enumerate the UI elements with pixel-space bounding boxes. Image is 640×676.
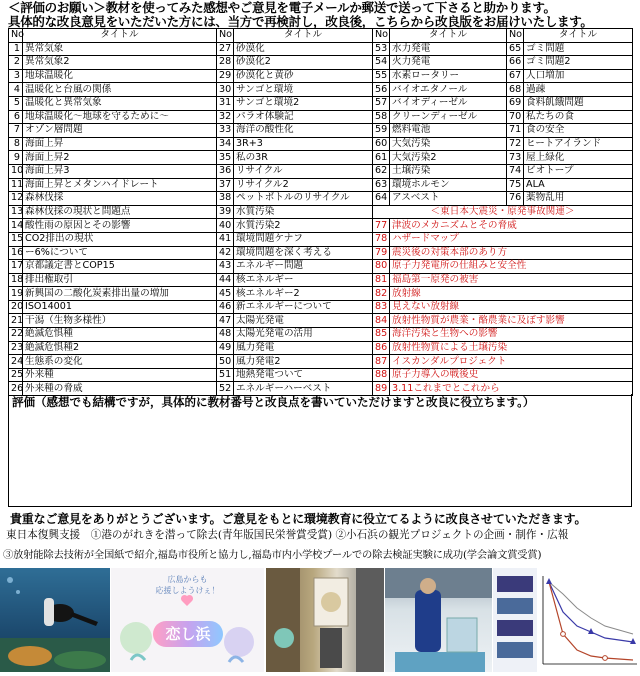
item-title[interactable]: 新興国の二酸化炭素排出量の増加: [23, 287, 217, 301]
table-row: [9, 219, 633, 233]
item-title[interactable]: 津波のメカニズムとその脅威: [390, 219, 633, 233]
activities-line-1: 東日本復興支援 ①港のがれきを潜って除去(青年版国民栄誉賞受賞) ②小石浜の観光プロジェクトの企画・制作・広報: [6, 529, 569, 541]
table-row: [9, 83, 633, 97]
item-number: 81: [373, 273, 390, 287]
item-number: 58: [373, 110, 390, 124]
item-title[interactable]: 地熱発電ついて: [234, 368, 373, 382]
item-title[interactable]: 海面上昇2: [23, 151, 217, 165]
item-number: 66: [507, 56, 524, 70]
item-title[interactable]: エネルギー問題: [234, 260, 373, 274]
item-title[interactable]: 生態系の変化: [23, 355, 217, 369]
item-title[interactable]: 地球温暖化〜地球を守るために〜: [23, 110, 217, 124]
item-number: 61: [373, 151, 390, 165]
table-row: [9, 232, 633, 246]
table-row: [9, 287, 633, 301]
display-photo: [266, 568, 384, 672]
item-number: 12: [9, 192, 23, 206]
item-title[interactable]: 温暖化と台風の関係: [23, 83, 217, 97]
item-title[interactable]: 震災後の対策本部のあり方: [390, 246, 633, 260]
item-number: 79: [373, 246, 390, 260]
item-title[interactable]: 外来種の脅威: [23, 382, 217, 396]
header-no: No: [9, 29, 23, 43]
table-row: [9, 96, 633, 110]
results-chart-photo: [493, 568, 640, 672]
poster-caption-1: 広島からも: [167, 575, 208, 584]
item-title[interactable]: 京都議定書とCOP15: [23, 260, 217, 274]
item-number: 32: [217, 110, 234, 124]
item-title[interactable]: クリーンディーゼル: [390, 110, 507, 124]
item-title[interactable]: 大気汚染2: [390, 151, 507, 165]
item-number: 41: [217, 232, 234, 246]
item-number: 78: [373, 232, 390, 246]
item-title[interactable]: 砂漠化と黄砂: [234, 69, 373, 83]
item-number: 21: [9, 314, 23, 328]
table-row: [9, 341, 633, 355]
table-row: [9, 137, 633, 151]
item-number: 56: [373, 83, 390, 97]
item-title[interactable]: 海面上昇3: [23, 164, 217, 178]
item-title[interactable]: 食料飢餓問題: [524, 96, 633, 110]
item-number: 11: [9, 178, 23, 192]
item-number: 43: [217, 260, 234, 274]
item-number: 19: [9, 287, 23, 301]
table-row: [9, 178, 633, 192]
item-number: 70: [507, 110, 524, 124]
item-number: 68: [507, 83, 524, 97]
item-number: 23: [9, 341, 23, 355]
item-number: 71: [507, 124, 524, 138]
item-number: 83: [373, 300, 390, 314]
item-title[interactable]: 核エネルギー: [234, 273, 373, 287]
item-number: 64: [373, 192, 390, 206]
table-row: [9, 110, 633, 124]
item-title[interactable]: 砂漠化: [234, 42, 373, 56]
item-title[interactable]: 環境問題を深く考える: [234, 246, 373, 260]
item-title[interactable]: 絶滅危惧種: [23, 328, 217, 342]
item-title[interactable]: 風力発電2: [234, 355, 373, 369]
item-title[interactable]: ISO14001: [23, 300, 217, 314]
item-number: 86: [373, 341, 390, 355]
item-number: 35: [217, 151, 234, 165]
item-number: 89: [373, 382, 390, 396]
item-number: 44: [217, 273, 234, 287]
item-number: 30: [217, 83, 234, 97]
item-title[interactable]: 放射性物質が農業・酪農業に及ぼす影響: [390, 314, 633, 328]
table-row: [9, 368, 633, 382]
item-title[interactable]: 人口増加: [524, 69, 633, 83]
item-number: 20: [9, 300, 23, 314]
diver-illustration: [0, 568, 110, 672]
request-line-1: ＜評価のお願い＞教材を使ってみた感想やご意見を電子メールか郵送で送って下さると助かります。: [8, 0, 556, 15]
item-number: 16: [9, 246, 23, 260]
item-number: 3: [9, 69, 23, 83]
item-title[interactable]: ゴミ問題2: [524, 56, 633, 70]
table-row: [9, 69, 633, 83]
evaluation-prompt: 評価（感想でも結構ですが，具体的に教材番号と改良点を書いていただけますと改良に役立ちます。）: [12, 395, 535, 409]
item-title[interactable]: サンゴと環境: [234, 83, 373, 97]
item-title[interactable]: 水質汚染: [234, 205, 373, 219]
table-row: [9, 300, 633, 314]
item-title[interactable]: 干潟（生物多様性）: [23, 314, 217, 328]
item-title[interactable]: ペットボトルのリサイクル: [234, 192, 373, 206]
item-title[interactable]: バイオディーゼル: [390, 96, 507, 110]
item-title[interactable]: 水質汚染2: [234, 219, 373, 233]
item-number: 10: [9, 164, 23, 178]
item-number: 88: [373, 368, 390, 382]
header-no: No: [507, 29, 524, 43]
item-title[interactable]: 海洋汚染と生物への影響: [390, 328, 633, 342]
item-title[interactable]: 環境ホルモン: [390, 178, 507, 192]
poster-caption: [111, 574, 264, 596]
item-number: 9: [9, 151, 23, 165]
table-row: [9, 246, 633, 260]
item-number: 84: [373, 314, 390, 328]
item-title[interactable]: ビオトープ: [524, 164, 633, 178]
item-title[interactable]: 火力発電: [390, 56, 507, 70]
item-title[interactable]: 大気汚染: [390, 137, 507, 151]
item-number: 38: [217, 192, 234, 206]
item-number: 54: [373, 56, 390, 70]
item-number: 37: [217, 178, 234, 192]
item-title[interactable]: ALA: [524, 178, 633, 192]
header-title: タイトル: [390, 29, 507, 43]
item-number: 2: [9, 56, 23, 70]
item-number: 39: [217, 205, 234, 219]
table-row: [9, 355, 633, 369]
item-title[interactable]: 海面上昇とメタンハイドレート: [23, 178, 217, 192]
item-title[interactable]: 環境問題ケナフ: [234, 232, 373, 246]
item-number: 76: [507, 192, 524, 206]
item-number: 22: [9, 328, 23, 342]
item-number: 72: [507, 137, 524, 151]
item-number: 59: [373, 124, 390, 138]
item-number: 80: [373, 260, 390, 274]
item-title[interactable]: 地球温暖化: [23, 69, 217, 83]
item-number: 77: [373, 219, 390, 233]
poster-title: 恋し浜: [153, 621, 223, 647]
results-chart: [493, 568, 640, 672]
item-number: 67: [507, 69, 524, 83]
item-title[interactable]: 森林伐採の現状と問題点: [23, 205, 217, 219]
item-number: 75: [507, 178, 524, 192]
item-number: 29: [217, 69, 234, 83]
item-number: 46: [217, 300, 234, 314]
item-title[interactable]: 海面上昇: [23, 137, 217, 151]
table-row: [9, 192, 633, 206]
table-row: [9, 273, 633, 287]
table-row: [9, 328, 633, 342]
item-title[interactable]: バイオエタノール: [390, 83, 507, 97]
item-title[interactable]: 森林伐採: [23, 192, 217, 206]
item-title[interactable]: 水素ロータリー: [390, 69, 507, 83]
item-number: 4: [9, 83, 23, 97]
item-title[interactable]: 新エネルギーについて: [234, 300, 373, 314]
item-number: 87: [373, 355, 390, 369]
item-title[interactable]: 見えない放射線: [390, 300, 633, 314]
item-number: 62: [373, 164, 390, 178]
item-number: 57: [373, 96, 390, 110]
item-number: 8: [9, 137, 23, 151]
table-row: [9, 56, 633, 70]
item-number: 14: [9, 219, 23, 233]
item-title[interactable]: 太陽光発電: [234, 314, 373, 328]
materials-table: [8, 28, 633, 396]
item-title[interactable]: エネルギーハーベスト: [234, 382, 373, 396]
experiment-illustration: [385, 568, 492, 672]
poster-caption-2: 応援しようけぇ！: [155, 586, 220, 595]
item-title[interactable]: ヒートアイランド: [524, 137, 633, 151]
koishihama-poster: [111, 568, 264, 672]
item-number: 55: [373, 69, 390, 83]
item-number: 18: [9, 273, 23, 287]
item-title[interactable]: リサイクル2: [234, 178, 373, 192]
table-header: [9, 29, 633, 43]
item-number: 1: [9, 42, 23, 56]
item-title[interactable]: アスベスト: [390, 192, 507, 206]
item-number: 40: [217, 219, 234, 233]
header-title: タイトル: [23, 29, 217, 43]
thanks-message: 貴重なご意見をありがとうございます。ご意見をもとに環境教育に役立てるように改良させていただきます。: [10, 512, 587, 526]
item-title[interactable]: CO2排出の現状: [23, 232, 217, 246]
item-number: 6: [9, 110, 23, 124]
experiment-photo: [385, 568, 492, 672]
item-number: 26: [9, 382, 23, 396]
item-title[interactable]: 私の3R: [234, 151, 373, 165]
item-title[interactable]: 絶滅危惧種2: [23, 341, 217, 355]
item-number: 85: [373, 328, 390, 342]
table-row: [9, 151, 633, 165]
item-title[interactable]: 私たちの食: [524, 110, 633, 124]
item-title[interactable]: 酸性雨の原因とその影響: [23, 219, 217, 233]
item-title[interactable]: 温暖化と異常気象: [23, 96, 217, 110]
item-title[interactable]: 薬物乱用: [524, 192, 633, 206]
item-title[interactable]: 3.11これまでとこれから: [390, 382, 633, 396]
item-title[interactable]: 外来種: [23, 368, 217, 382]
display-illustration: [266, 568, 384, 672]
item-title[interactable]: オゾン層問題: [23, 124, 217, 138]
item-number: 51: [217, 368, 234, 382]
item-number: 73: [507, 151, 524, 165]
item-number: 74: [507, 164, 524, 178]
item-number: 47: [217, 314, 234, 328]
item-number: 82: [373, 287, 390, 301]
item-number: 48: [217, 328, 234, 342]
item-number: 5: [9, 96, 23, 110]
item-title[interactable]: 水力発電: [390, 42, 507, 56]
table-row: [9, 124, 633, 138]
item-title[interactable]: 放射線: [390, 287, 633, 301]
item-title[interactable]: 異常気象2: [23, 56, 217, 70]
evaluation-request: [8, 1, 633, 29]
item-number: 15: [9, 232, 23, 246]
item-title[interactable]: ー6%について: [23, 246, 217, 260]
item-title[interactable]: 福島第一原発の被害: [390, 273, 633, 287]
table-row: [9, 260, 633, 274]
item-title[interactable]: ハザードマップ: [390, 232, 633, 246]
item-title[interactable]: 風力発電: [234, 341, 373, 355]
item-number: 42: [217, 246, 234, 260]
item-title[interactable]: 燃料電池: [390, 124, 507, 138]
evaluation-box[interactable]: [8, 394, 632, 507]
item-number: 65: [507, 42, 524, 56]
item-title[interactable]: 原子力発電所の仕組みと安全性: [390, 260, 633, 274]
item-title[interactable]: 屋上緑化: [524, 151, 633, 165]
item-title[interactable]: イスカンダルプロジェクト: [390, 355, 633, 369]
table-row: [9, 42, 633, 56]
header-no: No: [217, 29, 234, 43]
item-number: 36: [217, 164, 234, 178]
item-title[interactable]: 放射性物質による土壌汚染: [390, 341, 633, 355]
item-title[interactable]: パラオ体験記: [234, 110, 373, 124]
item-number: 33: [217, 124, 234, 138]
item-number: 52: [217, 382, 234, 396]
item-title[interactable]: 海洋の酸性化: [234, 124, 373, 138]
item-number: 53: [373, 42, 390, 56]
activities-line-2: ③放射能除去技術が全国紙で紹介,福島市役所と協力し,福島市内小学校プールでの除去検証実験に成功(学会論文賞受賞): [3, 549, 542, 561]
table-row: [9, 314, 633, 328]
diver-photo: [0, 568, 110, 672]
item-title[interactable]: 異常気象: [23, 42, 217, 56]
item-title[interactable]: ゴミ問題: [524, 42, 633, 56]
header-no: No: [373, 29, 390, 43]
item-title[interactable]: 食の安全: [524, 124, 633, 138]
item-number: 31: [217, 96, 234, 110]
item-title[interactable]: サンゴと環境2: [234, 96, 373, 110]
item-number: 60: [373, 137, 390, 151]
request-line-2: 具体的な改良意見をいただいた方には、当方で再検討し，改良後，こちらから改良版をお届けいたします。: [8, 14, 593, 29]
earthquake-section-header: ＜東日本大震災・原発事故関連＞: [373, 205, 633, 219]
item-number: 25: [9, 368, 23, 382]
item-title[interactable]: 砂漠化2: [234, 56, 373, 70]
item-title[interactable]: 核エネルギー2: [234, 287, 373, 301]
item-number: 63: [373, 178, 390, 192]
item-number: 27: [217, 42, 234, 56]
item-number: 13: [9, 205, 23, 219]
item-title[interactable]: 3R+3: [234, 137, 373, 151]
item-title[interactable]: 過疎: [524, 83, 633, 97]
table-row: [9, 205, 633, 219]
item-number: 17: [9, 260, 23, 274]
item-number: 49: [217, 341, 234, 355]
item-number: 50: [217, 355, 234, 369]
item-number: 34: [217, 137, 234, 151]
item-title[interactable]: 土壌汚染: [390, 164, 507, 178]
item-title[interactable]: リサイクル: [234, 164, 373, 178]
item-title[interactable]: 原子力導入の戦後史: [390, 368, 633, 382]
item-title[interactable]: 排出権取引: [23, 273, 217, 287]
header-title: タイトル: [234, 29, 373, 43]
item-number: 24: [9, 355, 23, 369]
item-number: 28: [217, 56, 234, 70]
item-number: 45: [217, 287, 234, 301]
item-number: 69: [507, 96, 524, 110]
header-title: タイトル: [524, 29, 633, 43]
item-number: 7: [9, 124, 23, 138]
table-row: [9, 164, 633, 178]
item-title[interactable]: 太陽光発電の活用: [234, 328, 373, 342]
